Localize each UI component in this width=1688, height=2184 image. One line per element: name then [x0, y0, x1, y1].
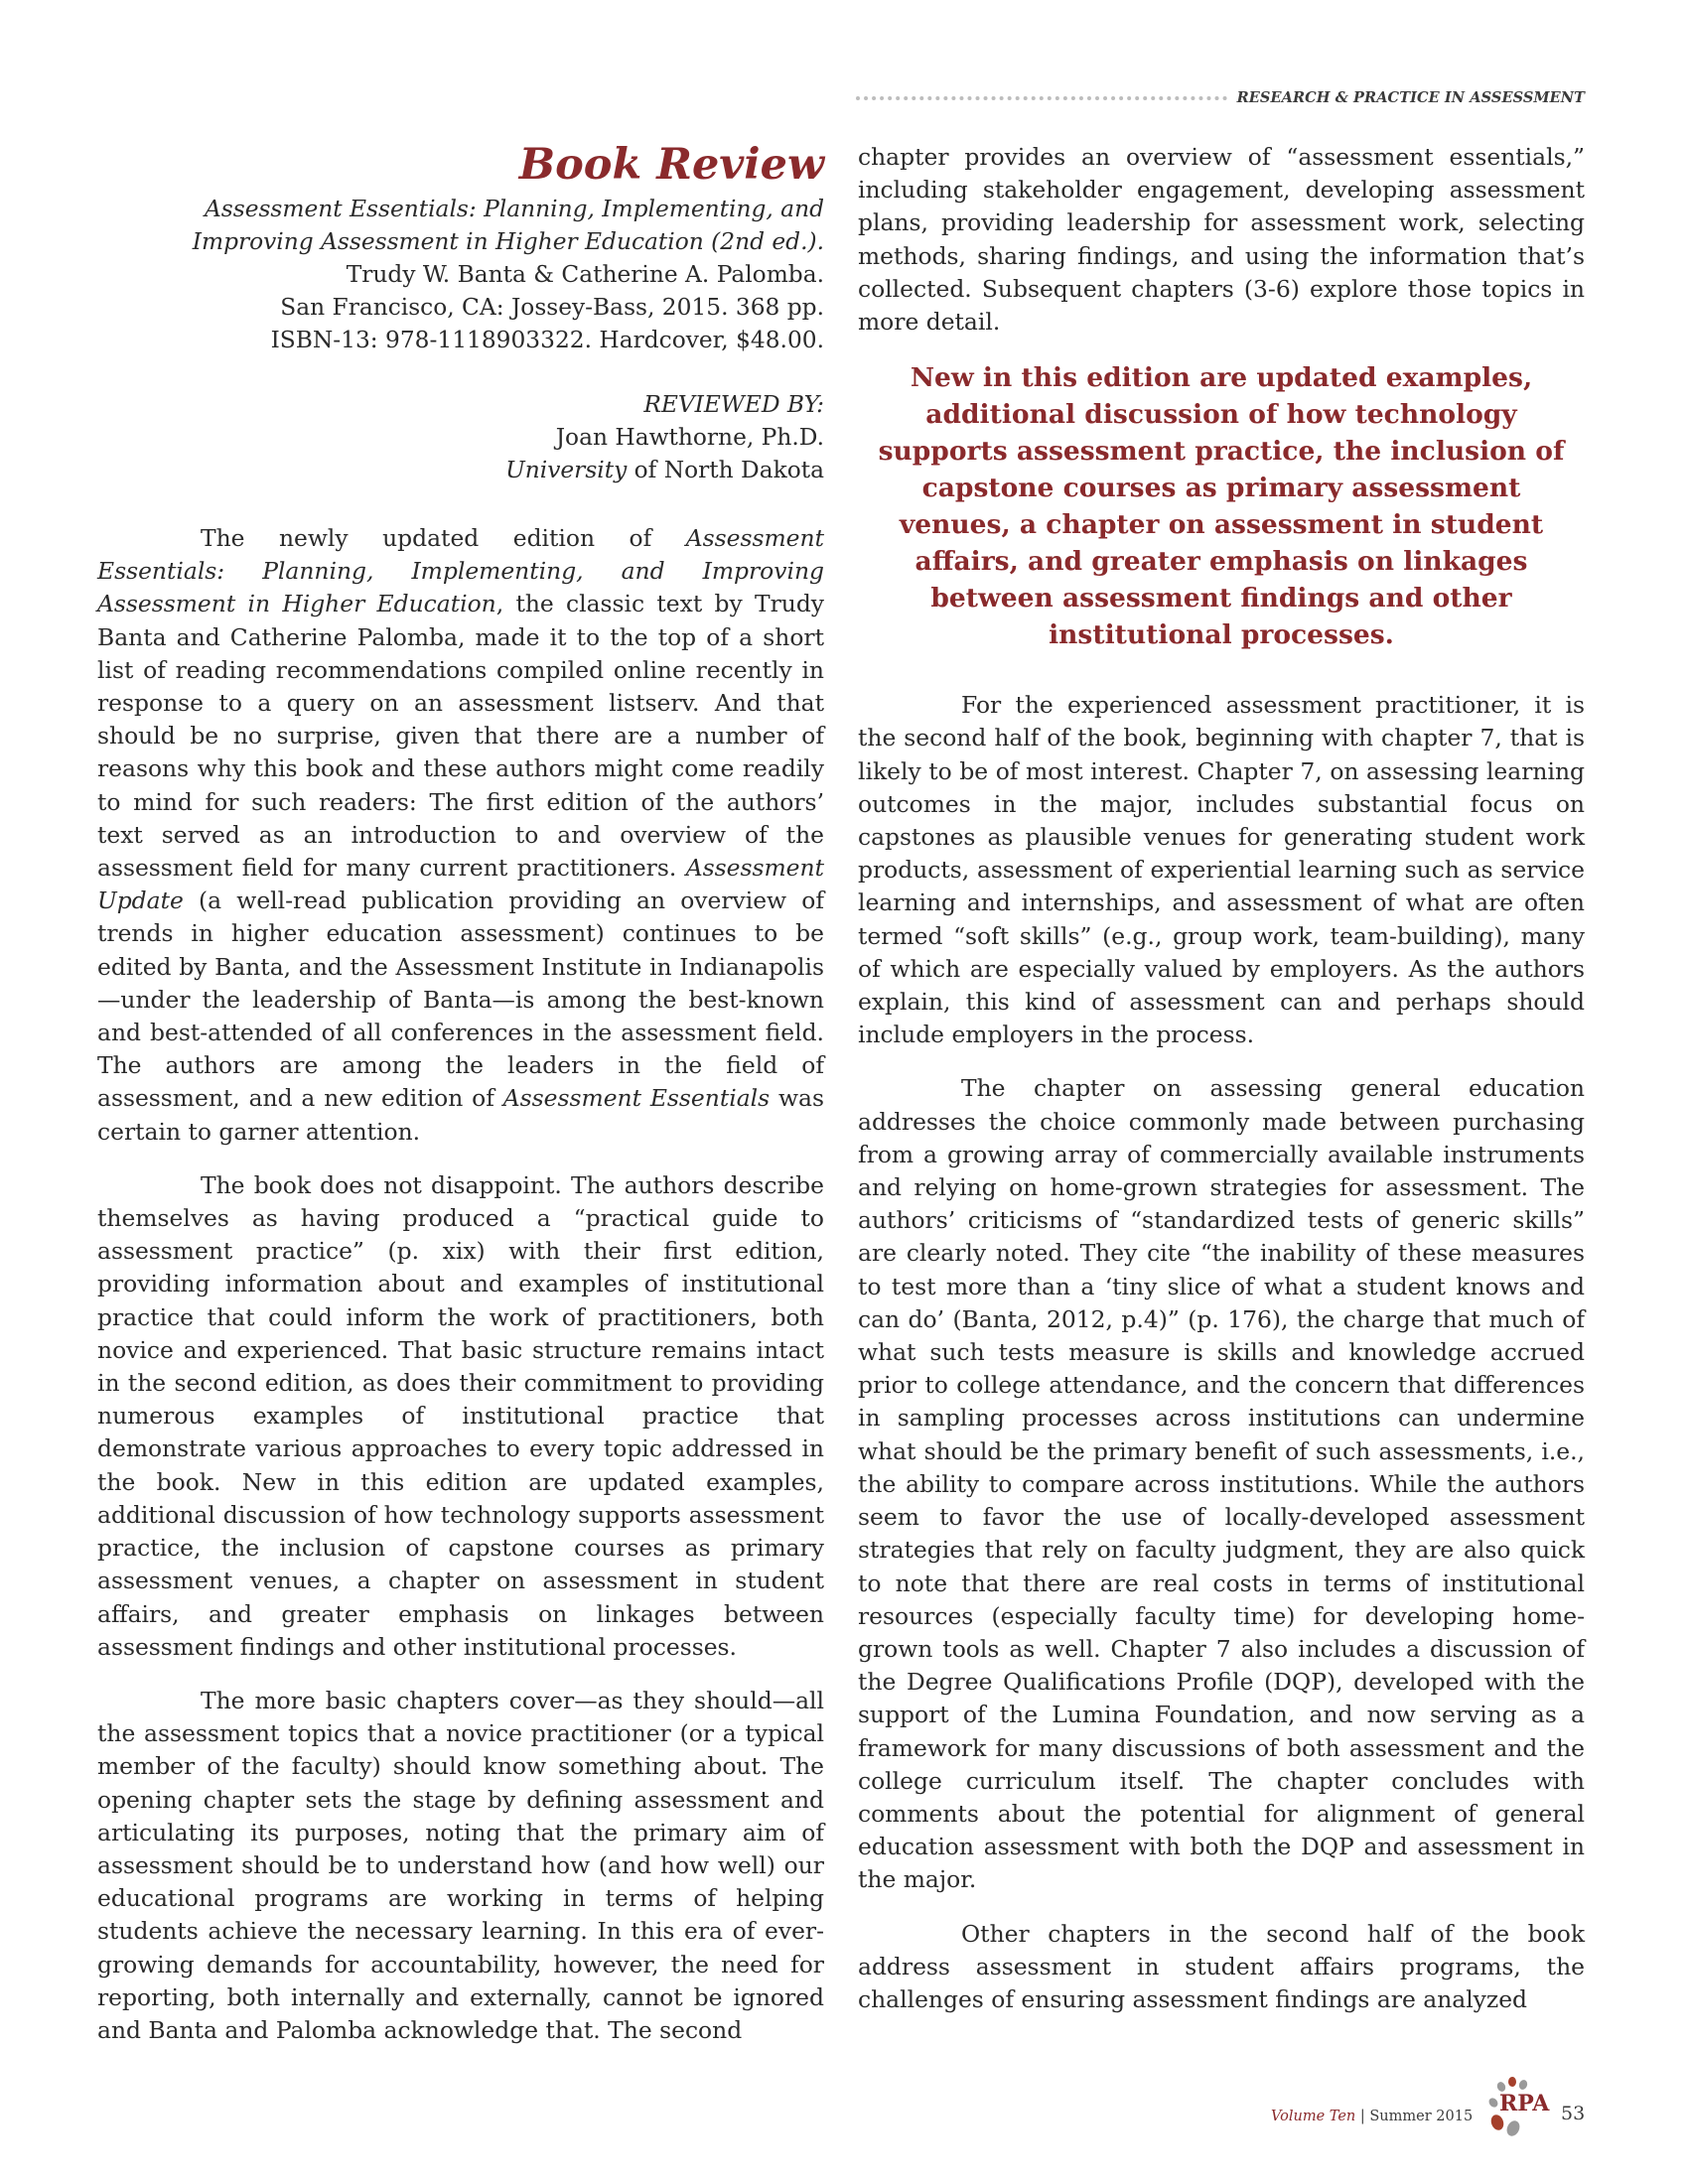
- book-title-line-1: Assessment Essentials: Planning, Implementing, and: [204, 196, 824, 222]
- left-paragraph-2: The book does not disappoint. The authors describe themselves as having produced a “practical guide to assessment practice” (p. xix) with their first edition, providing information about and examples of institutional practice that could inform the work of practitioners, both novice and experienced. That basic structure remains intact in the second edition, as does their commitment to providing numerous examples of institutional practice that demonstrate various approaches to every topic addressed in the book. New in this edition are updated examples, additional discussion of how technology supports assessment practice, the inclusion of capstone courses as primary assessment venues, a chapter on assessment in student affairs, and greater emphasis on linkages between assessment findings and other institutional processes.: [97, 1170, 824, 1661]
- page-number: 53: [1561, 2103, 1586, 2124]
- p1-book-title-short: Assessment Essentials: [502, 1084, 771, 1113]
- p1-text-c: , the classic text by Trudy Banta and Catherine Palomba, made it to the top of a short list of reading recommendations compiled online recently in response to a query on an assessment listserv. And that should be no surprise, given that there are a number of reasons why this book and these authors might come readily to mind for such readers: The first edition of the authors’ text served as an introduction to and overview of the assessment field for many current practitioners.: [97, 590, 825, 883]
- review-title-block: [97, 141, 824, 486]
- page-footer: [1261, 2073, 1589, 2142]
- pull-quote: New in this edition are updated examples, additional discussion of how technology supports assessment practice, the inclusion of capstone courses as primary assessment venues, a chapter on assessment in student affairs, and greater emphasis on linkages between assessment findings and other institutional processes.: [878, 362, 1565, 651]
- right-paragraph-1: For the experienced assessment practitioner, it is the second half of the book, beginning with chapter 7, that is likely to be of most interest. Chapter 7, on assessing learning outcomes in the major, includes substantial focus on capstones as plausible venues for generating student work products, assessment of experiential learning such as service learning and internships, and assessment of what are often termed “soft skills” (e.g., group work, team-building), many of which are especially valued by employers. As the authors explain, this kind of assessment can and perhaps should include employers in the process.: [858, 691, 1585, 1049]
- p1-text-g: was certain to garner attention.: [97, 1084, 824, 1146]
- p1-book-title: Assessment Essentials: Planning, Implementing, and Improving Assessment in Higher Education: [97, 524, 824, 618]
- reviewed-by-label: REVIEWED BY:: [643, 391, 824, 418]
- right-column: [858, 141, 1585, 2037]
- volume-separator: |: [1355, 2109, 1370, 2124]
- header-dotted-rule: [856, 96, 1227, 100]
- volume-issue: [1271, 2109, 1473, 2124]
- book-isbn: ISBN-13: 978-1118903322. Hardcover, $48.00.: [270, 327, 824, 353]
- rpa-logo-icon: [1487, 2073, 1557, 2142]
- left-paragraph-1: [97, 522, 824, 1149]
- left-paragraph-3: The more basic chapters cover—as they should—all the assessment topics that a novice practitioner (or a typical member of the faculty) should know something about. The opening chapter sets the stage by defining assessment and articulating its purposes, noting that the primary aim of assessment should be to understand how (and how well) our educational programs are working in terms of helping students achieve the necessary learning. In this era of ever-growing demands for accountability, however, the need for reporting, both internally and externally, cannot be ignored and Banta and Palomba acknowledge that. The second: [97, 1686, 824, 2044]
- issue-label: Summer 2015: [1369, 2109, 1474, 2124]
- p1-publication-title: Assessment Update: [97, 854, 824, 915]
- book-authors: Trudy W. Banta & Catherine A. Palomba.: [346, 261, 824, 288]
- running-header: [856, 85, 1585, 109]
- p1-text-e: (a well-read publication providing an overview of trends in higher education assessment) continues to be edited by Banta, and the Assessment Institute in Indianapolis—under the leadership of Banta—is among the best-known and best-attended of all conferences in the assessment field. The authors are among the leaders in the field of assessment, and a new edition of: [97, 887, 824, 1113]
- volume-label: Volume Ten: [1271, 2109, 1356, 2124]
- logo-letters: RPA: [1499, 2091, 1550, 2116]
- right-paragraph-continued: chapter provides an overview of “assessment essentials,” including stakeholder engagement, developing assessment plans, providing leadership for assessment work, selecting methods, sharing findings, and using the information that’s collected. Subsequent chapters (3-6) explore those topics in more detail.: [858, 143, 1585, 337]
- affiliation-italic: University: [505, 457, 628, 483]
- book-title-line-2: Improving Assessment in Higher Education (2nd ed.).: [192, 228, 824, 255]
- left-column: [97, 141, 824, 2068]
- book-publisher: San Francisco, CA: Jossey-Bass, 2015. 368 pp.: [280, 294, 824, 321]
- right-paragraph-2: The chapter on assessing general education addresses the choice commonly made between purchasing from a growing array of commercially available instruments and relying on home-grown strategies for assessment. The authors’ criticisms of “standardized tests of generic skills” are clearly noted. They cite “the inability of these measures to test more than a ‘tiny slice of what a student knows and can do’ (Banta, 2012, p.4)” (p. 176), the charge that much of what such tests measure is skills and knowledge accrued prior to college attendance, and the concern that differences in sampling processes across institutions can undermine what should be the primary benefit of such assessments, i.e., the ability to compare across institutions. While the authors seem to favor the use of locally-developed assessment strategies that rely on faculty judgment, they are also quick to note that there are real costs in terms of institutional resources (especially faculty time) for developing home-grown tools as well. Chapter 7 also includes a discussion of the Degree Qualifications Profile (DQP), developed with the support of the Lumina Foundation, and now serving as a framework for many discussions of both assessment and the college curriculum itself. The chapter concludes with comments about the potential for alignment of general education assessment with both the DQP and assessment in the major.: [858, 1074, 1585, 1894]
- p1-text-a: The newly updated edition of: [201, 524, 686, 552]
- book-review-heading: Book Review: [518, 140, 824, 190]
- reviewer-affiliation: [97, 454, 824, 486]
- affiliation-rest: of North Dakota: [627, 457, 824, 483]
- right-paragraph-3: Other chapters in the second half of the book address assessment in student affairs programs, the challenges of ensuring assessment findings are analyzed: [858, 1919, 1585, 2013]
- reviewer-name: Joan Hawthorne, Ph.D.: [555, 424, 824, 451]
- running-title: RESEARCH & PRACTICE IN ASSESSMENT: [1236, 88, 1585, 106]
